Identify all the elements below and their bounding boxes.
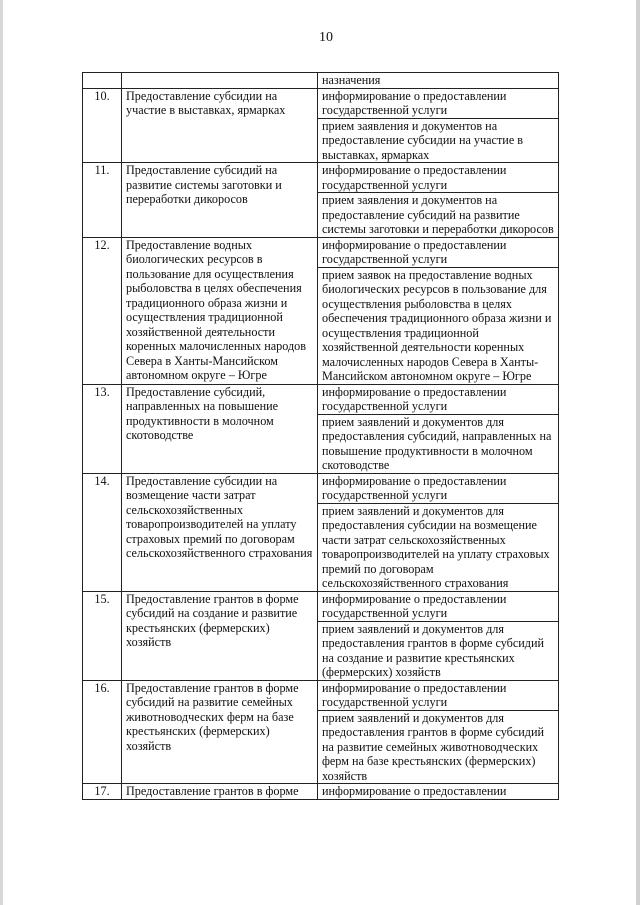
service-step: информирование о предоставлении государственной услуги: [318, 680, 559, 710]
services-table: [82, 72, 559, 800]
service-name: Предоставление грантов в форме: [122, 784, 318, 800]
row-number: 16.: [83, 680, 122, 784]
table-row: [83, 473, 559, 503]
service-step: прием заявлений и документов для предоставления грантов в форме субсидий на развитие семейных животноводческих ферм на базе крестьянских (фермерских) хозяйств: [318, 710, 559, 784]
row-number: 15.: [83, 591, 122, 680]
service-step: прием заявлений и документов для предоставления грантов в форме субсидий на создание и развитие крестьянских (фермерских) хозяйств: [318, 621, 559, 680]
service-step: информирование о предоставлении государственной услуги: [318, 88, 559, 118]
table-row: [83, 591, 559, 621]
service-step: прием заявления и документов на предоставление субсидий на развитие системы заготовки и переработки дикоросов: [318, 193, 559, 238]
service-name: Предоставление субсидий, направленных на повышение продуктивности в молочном скотоводстве: [122, 384, 318, 473]
service-name: Предоставление водных биологических ресурсов в пользование для осуществления рыболовства в целях обеспечения традиционного образа жизни и осуществления традиционной хозяйственной деятельности коренных малочисленных народов Севера в Ханты-Мансийском автономном округе – Югре: [122, 237, 318, 384]
service-step: информирование о предоставлении государственной услуги: [318, 591, 559, 621]
continuation-num-cell: [83, 73, 122, 89]
row-number: 13.: [83, 384, 122, 473]
row-number: 12.: [83, 237, 122, 384]
service-step: информирование о предоставлении государственной услуги: [318, 473, 559, 503]
scan-edge-right: [636, 0, 640, 905]
row-number: 17.: [83, 784, 122, 800]
service-step: информирование о предоставлении: [318, 784, 559, 800]
service-name: Предоставление субсидии на участие в выставках, ярмарках: [122, 88, 318, 163]
table-row-continuation: [83, 73, 559, 89]
scan-edge-left: [0, 0, 3, 905]
service-name: Предоставление субсидий на развитие системы заготовки и переработки дикоросов: [122, 163, 318, 238]
row-number: 14.: [83, 473, 122, 591]
service-name: Предоставление грантов в форме субсидий на развитие семейных животноводческих ферм на базе крестьянских (фермерских) хозяйств: [122, 680, 318, 784]
table-row: [83, 237, 559, 267]
table-row: [83, 163, 559, 193]
row-number: 10.: [83, 88, 122, 163]
page-number: 10: [319, 30, 333, 45]
service-step: прием заявлений и документов для предоставления субсидий, направленных на повышение продуктивности в молочном скотоводстве: [318, 414, 559, 473]
continuation-name-cell: [122, 73, 318, 89]
table-row: [83, 784, 559, 800]
row-number: 11.: [83, 163, 122, 238]
service-step: информирование о предоставлении государственной услуги: [318, 163, 559, 193]
table-row: [83, 680, 559, 710]
service-name: Предоставление субсидии на возмещение части затрат сельскохозяйственных товаропроизводителей на уплату страховых премий по договорам сельскохозяйственного страхования: [122, 473, 318, 591]
service-step: прием заявления и документов на предоставление субсидии на участие в выставках, ярмарках: [318, 118, 559, 163]
table-row: [83, 384, 559, 414]
service-step: прием заявлений и документов для предоставления субсидии на возмещение части затрат сельскохозяйственных товаропроизводителей на уплату страховых премий по договорам сельскохозяйственного страхования: [318, 503, 559, 591]
service-step: прием заявок на предоставление водных биологических ресурсов в пользование для осуществления рыболовства в целях обеспечения традиционного образа жизни и осуществления традиционной хозяйственной деятельности коренных малочисленных народов Севера в Ханты-Мансийском автономном округе – Югре: [318, 267, 559, 384]
service-name: Предоставление грантов в форме субсидий на создание и развитие крестьянских (фермерских) хозяйств: [122, 591, 318, 680]
continuation-step-cell: назначения: [318, 73, 559, 89]
service-step: информирование о предоставлении государственной услуги: [318, 237, 559, 267]
service-step: информирование о предоставлении государственной услуги: [318, 384, 559, 414]
table-row: [83, 88, 559, 118]
